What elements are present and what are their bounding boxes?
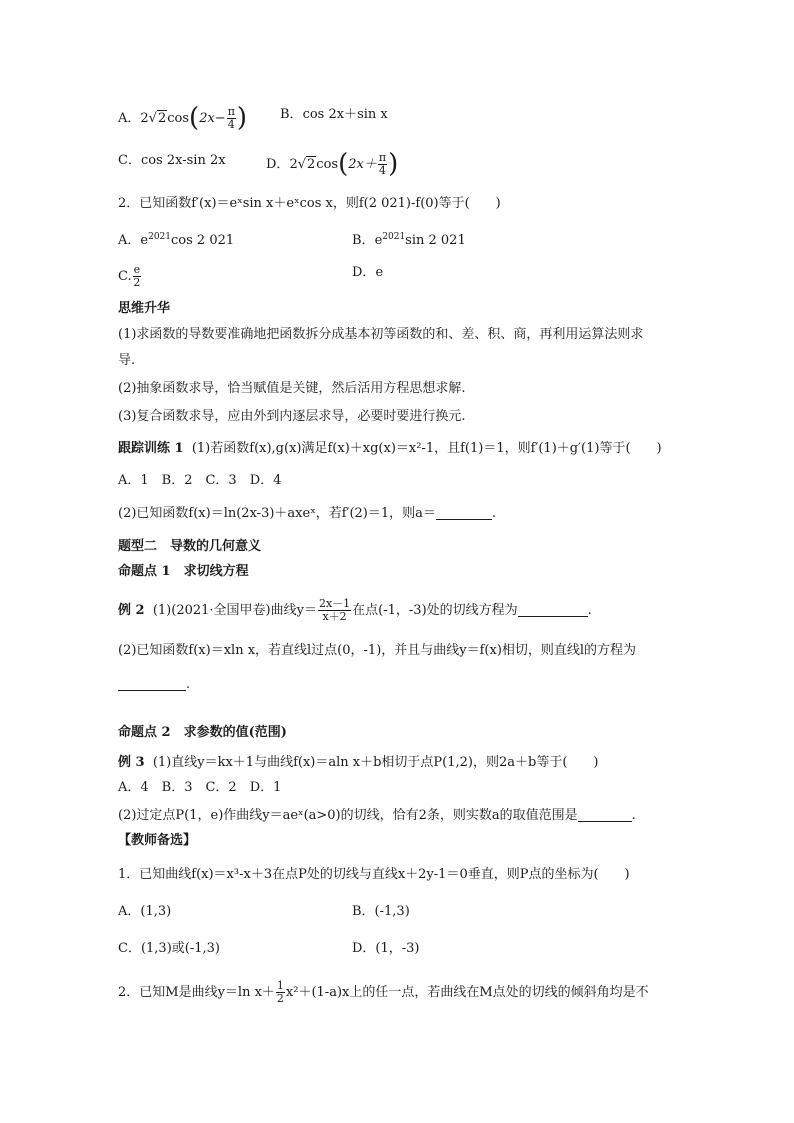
thinking-p3: (3)复合函数求导，应由外到内逐层求导，必要时要进行换元.: [118, 409, 466, 424]
q2-stem: 2．已知函数f′(x)＝eˣsin x＋eˣcos x，则f(2 021)-f(0)等于( ): [118, 196, 501, 211]
q1-option-b: B．cos 2x＋sin x: [280, 107, 388, 122]
q1-option-c: C．cos 2x-sin 2x: [118, 153, 226, 168]
practice1-part1: 跟踪训练 1 (1)若函数f(x),g(x)满足f(x)＋xg(x)＝x²-1，且f(1)＝1，则f′(1)＋g′(1)等于( ): [118, 441, 662, 456]
thinking-p1-line1: (1)求函数的导数要准确地把函数拆分成基本初等函数的和、差、积、商，再利用运算法则求: [118, 327, 644, 342]
example3-part1: 例 3 (1)直线y＝kx＋1与曲线f(x)＝aln x＋b相切于点P(1,2)，则2a＋b等于( ): [118, 755, 599, 770]
answer-blank: [518, 604, 588, 617]
section2-point1: 命题点 1 求切线方程: [118, 564, 249, 579]
q1-option-d: D．2√2cos(2x＋ $\frac{\pi}{4}$ ): [266, 149, 399, 179]
example3-options: A．4 B．3 C．2 D．1: [118, 780, 282, 795]
teacher-q1-d: D．(1，-3): [352, 941, 420, 956]
teacher-q1-c: C．(1,3)或(-1,3): [118, 941, 220, 956]
q2-option-b: B．$e^{2021}\sin$ 2 021: [352, 232, 466, 248]
answer-blank: [436, 507, 492, 520]
example2-part1: 例 2 (1)(2021·全国甲卷)曲线y＝ $\frac{2x-1}{x+2}$ 在点(-1，-3)处的切线方程为 .: [118, 597, 592, 623]
section2-title: 题型二 导数的几何意义: [118, 539, 262, 554]
teacher-q2-stem: 2．已知M是曲线y＝ln x＋ $\frac{1}{2}$ x²＋(1-a)x上的任一点，若曲线在M点处的切线的倾斜角均是不: [118, 979, 649, 1005]
teacher-q1-a: A．(1,3): [118, 904, 172, 919]
teacher-q1-stem: 1．已知曲线f(x)＝x³-x＋3在点P处的切线与直线x＋2y-1＝0垂直，则P点的坐标为( ): [118, 867, 630, 882]
answer-blank: [578, 809, 632, 822]
q2-option-a: A．$e^{2021}\cos$ 2 021: [118, 232, 235, 248]
teacher-heading: 【教师备选】: [118, 833, 197, 848]
practice1-options: A．1 B．2 C．3 D．4: [118, 473, 282, 488]
practice1-part2: (2)已知函数f(x)＝ln(2x-3)＋axeˣ，若f′(2)＝1，则a＝ .: [118, 506, 497, 521]
answer-blank: [118, 678, 186, 691]
example2-part2-answer: .: [118, 676, 190, 694]
q1-option-a: A．2√2cos(2x− $\frac{\pi}{4}$ ): [118, 103, 248, 133]
teacher-q1-b: B．(-1,3): [352, 904, 410, 919]
q2-option-d: D．e: [352, 265, 384, 280]
example3-part2: (2)过定点P(1，e)作曲线y＝aeˣ(a>0)的切线，恰有2条，则实数a的取值范围是 .: [118, 808, 636, 823]
thinking-heading: 思维升华: [118, 301, 171, 316]
section2-point2: 命题点 2 求参数的值(范围): [118, 725, 287, 740]
thinking-p1-line2: 导.: [118, 353, 136, 368]
q2-option-c: C. $\frac{e}{2}$: [118, 263, 141, 289]
thinking-p2: (2)抽象函数求导，恰当赋值是关键，然后活用方程思想求解.: [118, 381, 466, 396]
example2-part2: (2)已知函数f(x)＝xln x，若直线l过点(0，-1)，并且与曲线y＝f(x)相切，则直线l的方程为: [118, 643, 637, 658]
